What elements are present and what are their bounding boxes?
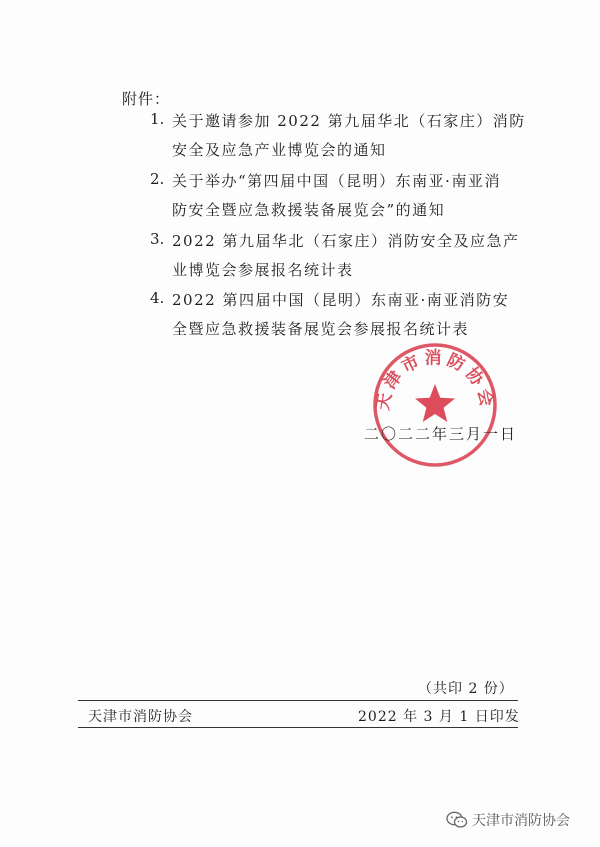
attachment-4-line-2: 全暨应急救援装备展览会参展报名统计表 [172,320,470,338]
wechat-watermark [446,810,570,830]
attachment-4-line-1: 2022 第四届中国（昆明）东南亚·南亚消防安 [172,291,510,309]
attachment-number: 1. [150,110,165,128]
divider-top [78,700,518,701]
attachment-2-line-2: 防安全暨应急救援装备展览会”的通知 [172,201,446,219]
divider-bottom [78,727,518,728]
official-seal [370,340,500,470]
attachment-number: 3. [150,230,165,248]
footer-issue-date: 2022 年 3 月 1 日印发 [358,709,520,725]
attachments-heading: 附件： [122,90,171,108]
watermark-text: 天津市消防协会 [472,813,570,829]
attachment-2-line-1: 关于举办“第四届中国（昆明）东南亚·南亚消 [172,172,501,190]
seal-star-icon [415,384,455,422]
attachment-number: 4. [150,289,165,307]
seal-text: 天津市消防协会 [373,348,497,412]
signature-date: 二〇二二年三月一日 [364,425,518,443]
wechat-icon [446,811,468,829]
attachment-1-line-1: 关于邀请参加 2022 第九届华北（石家庄）消防 [172,112,526,130]
attachment-3-line-1: 2022 第九届华北（石家庄）消防安全及应急产 [172,232,520,250]
copies-note: （共印 2 份） [418,681,514,697]
attachment-1-line-2: 安全及应急产业博览会的通知 [172,141,387,159]
attachment-3-line-2: 业博览会参展报名统计表 [172,261,354,279]
attachment-number: 2. [150,170,165,188]
footer-issuer: 天津市消防协会 [88,709,193,725]
